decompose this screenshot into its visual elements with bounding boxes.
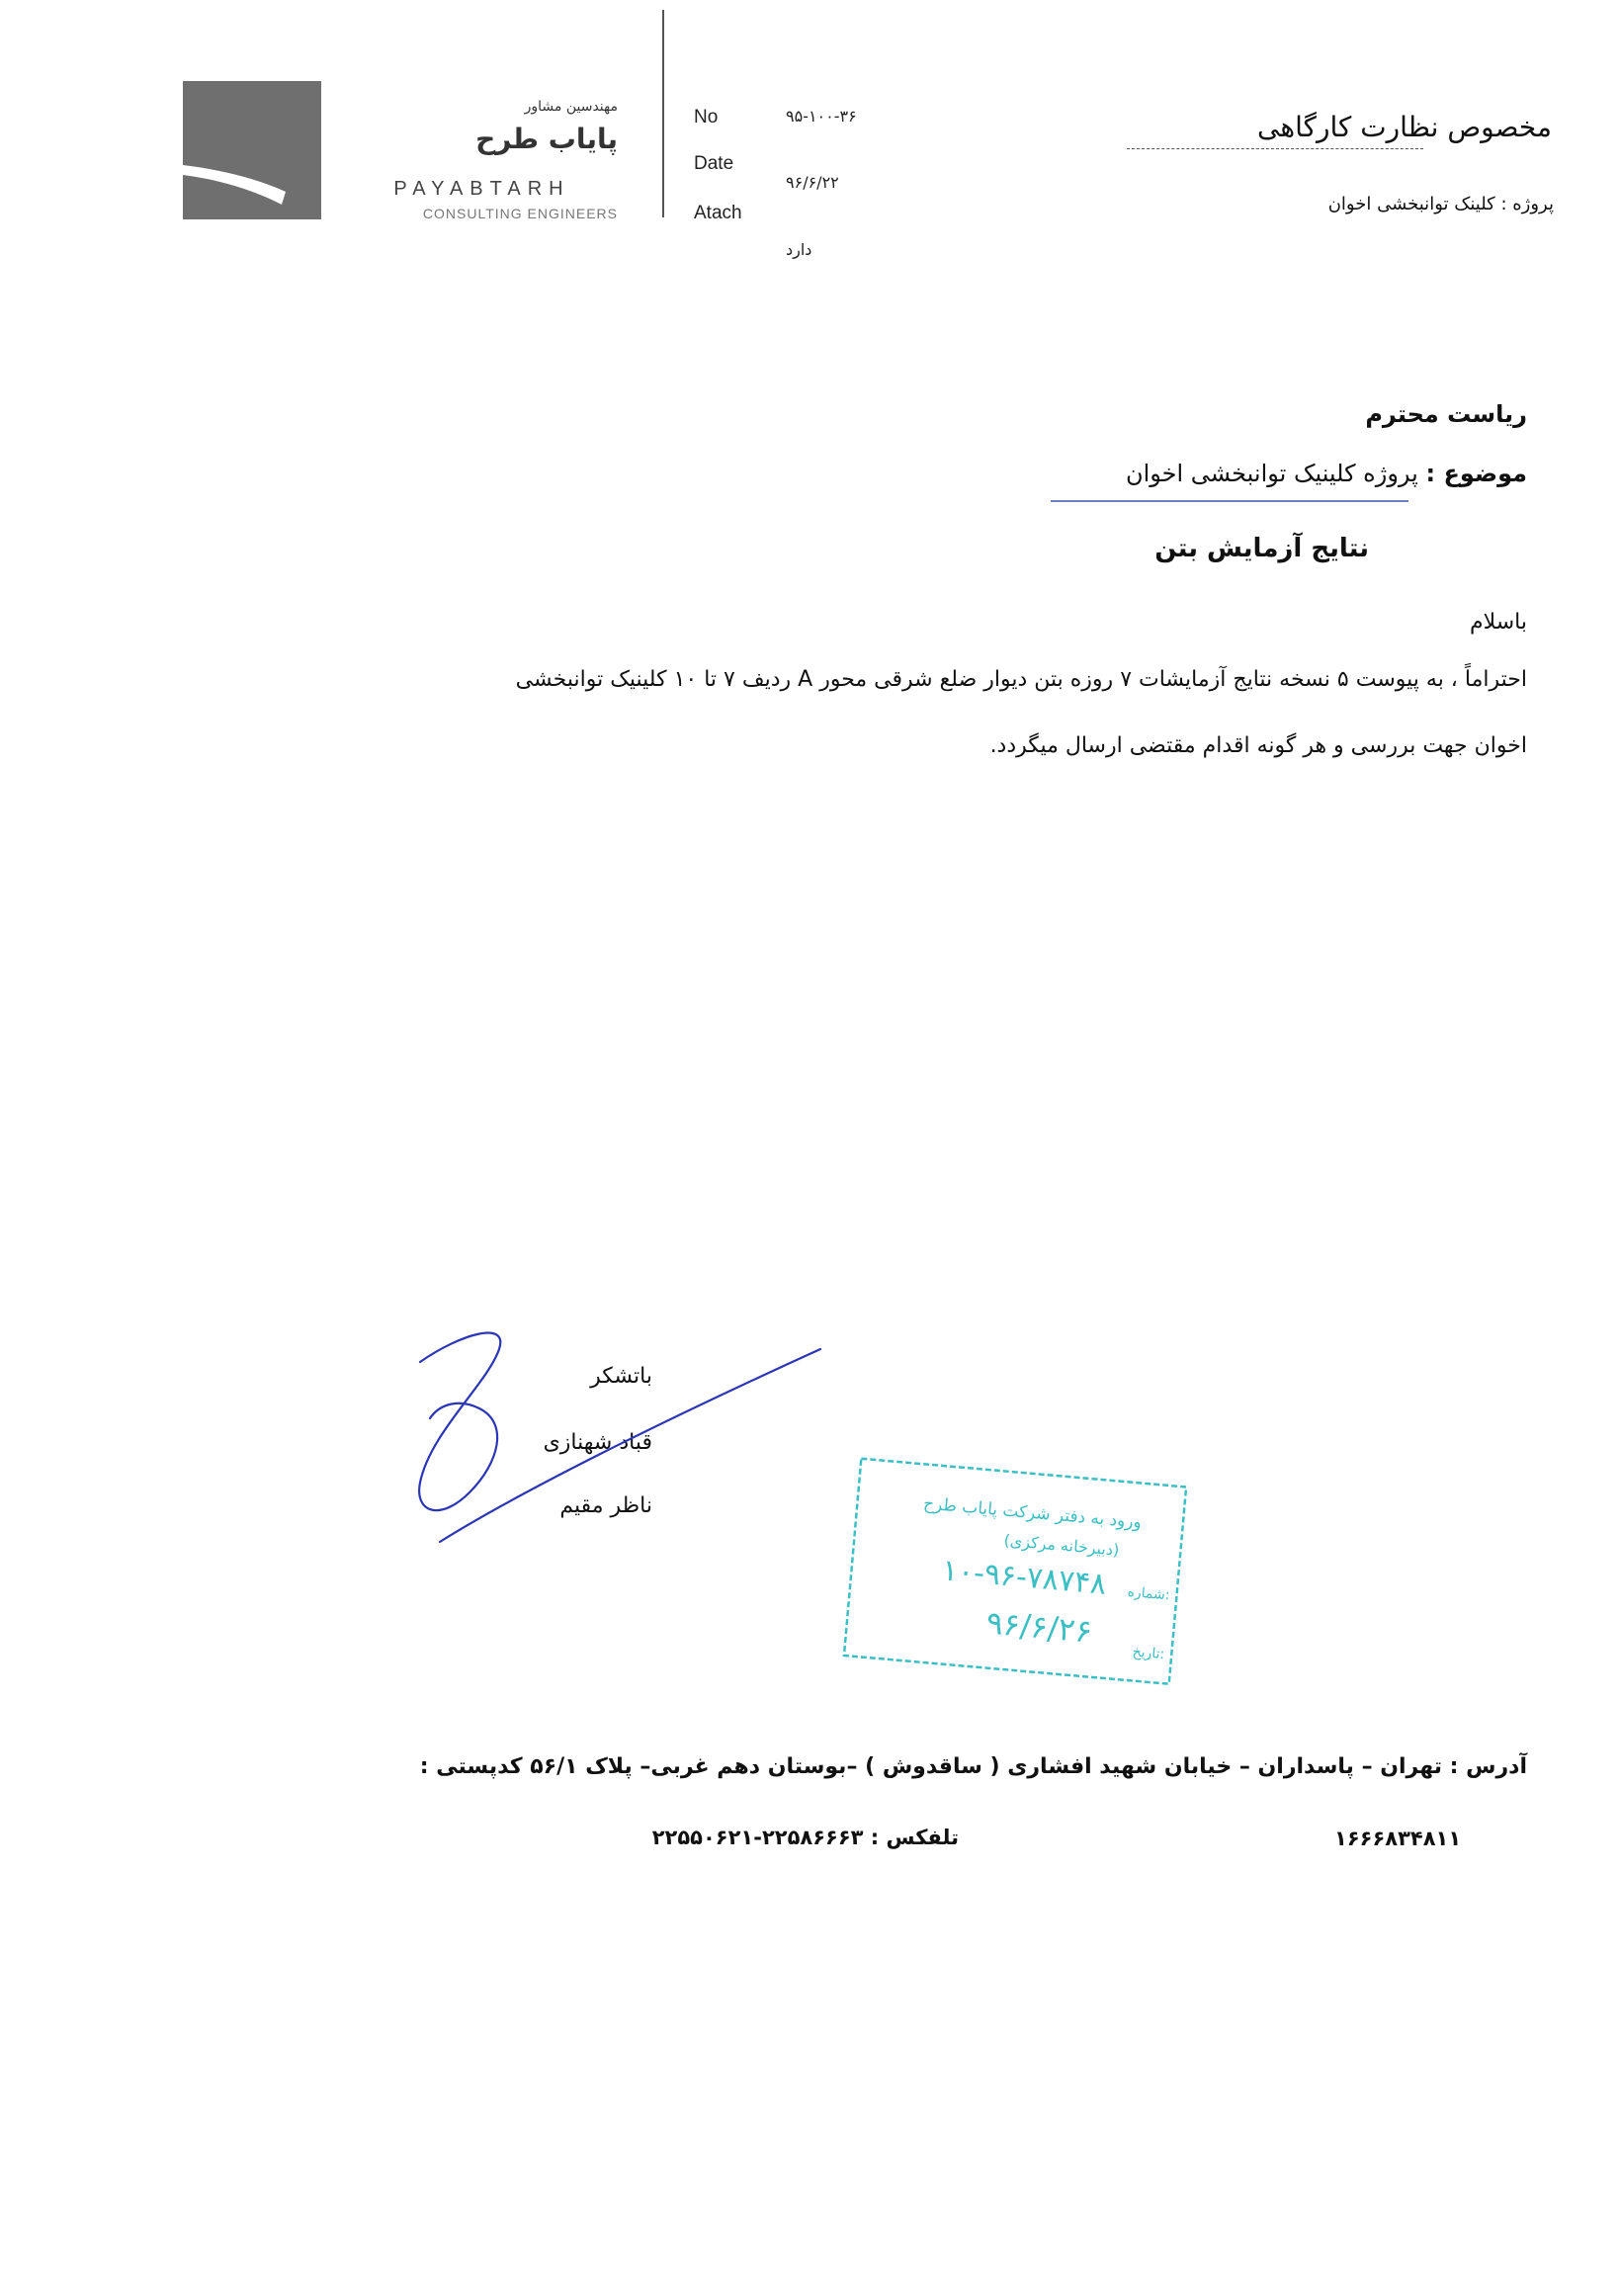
firm-name-fa: پایاب طرح <box>475 123 618 155</box>
date-label: Date <box>694 153 734 174</box>
subject-label: موضوع : <box>1425 460 1527 487</box>
stamp-date-label: تاریخ: <box>1132 1644 1165 1663</box>
firm-name-prefix: مهندسین مشاور <box>524 99 618 115</box>
handwritten-signature <box>400 1315 835 1562</box>
no-value: ۹۵-۱۰۰-۳۶ <box>786 107 857 126</box>
attach-value: دارد <box>786 240 812 259</box>
firm-name-en: PAYABTARH <box>393 178 570 200</box>
stamp-number-value: ۱۰-۹۶-۷۸۷۴۸ <box>940 1553 1108 1602</box>
date-value: ۹۶/۶/۲۲ <box>786 173 839 192</box>
paragraph-line-1: احتراماً ، به پیوست ۵ نسخه نتایج آزمایشات ۷ روزه بتن دیوار ضلع شرقی محور A ردیف ۷ تا ۱۰ کلینیک توانبخشی <box>515 667 1527 692</box>
stamp-line-2: (دبیرخانه مرکزی) <box>1002 1530 1121 1560</box>
stamp-date-value: ۹۶/۶/۲۶ <box>984 1603 1094 1651</box>
header-divider <box>662 10 664 217</box>
footer-fax: تلفکس : ۲۲۵۸۶۶۶۳-۲۲۵۵۰۶۲۱ <box>651 1826 959 1849</box>
receipt-stamp <box>840 1448 1196 1695</box>
attach-label: Atach <box>694 203 742 223</box>
letter-title: نتایج آزمایش بتن <box>1154 534 1369 563</box>
firm-subtitle-en: CONSULTING ENGINEERS <box>422 206 618 221</box>
stamp-number-label: شماره: <box>1127 1583 1171 1604</box>
stamp-underline <box>1127 148 1423 149</box>
stamp-line-1: ورود به دفتر شرکت پایاب طرح <box>922 1493 1143 1533</box>
site-supervision-stamp: مخصوص نظارت کارگاهی <box>1257 111 1552 143</box>
project-label: پروژه : کلینک توانبخشی اخوان <box>1327 194 1554 214</box>
logo-mark-icon <box>183 81 321 219</box>
subject-value: پروژه کلینیک توانبخشی اخوان <box>1125 460 1418 487</box>
greeting: باسلام <box>1469 610 1527 635</box>
paragraph-line-2: اخوان جهت بررسی و هر گونه اقدام مقتضی ارسال میگردد. <box>989 733 1527 758</box>
footer-address: آدرس : تهران – پاسداران – خیابان شهید افشاری ( ساقدوش ) –بوستان دهم غربی– پلاک ۵۶/۱ کدپستی : <box>419 1754 1527 1779</box>
signer-name: قباد شهنازی <box>543 1430 652 1455</box>
subject-underline <box>1051 500 1408 502</box>
subject-line <box>692 460 1527 487</box>
no-label: No <box>694 107 719 128</box>
footer-postal-code: ۱۶۶۶۸۳۴۸۱۱ <box>1334 1827 1462 1850</box>
firm-logo <box>183 81 321 219</box>
signer-role: ناظر مقیم <box>559 1493 652 1518</box>
receipt-stamp-frame <box>840 1448 1196 1695</box>
closing: باتشکر <box>590 1364 652 1389</box>
salutation: ریاست محترم <box>1365 400 1527 428</box>
